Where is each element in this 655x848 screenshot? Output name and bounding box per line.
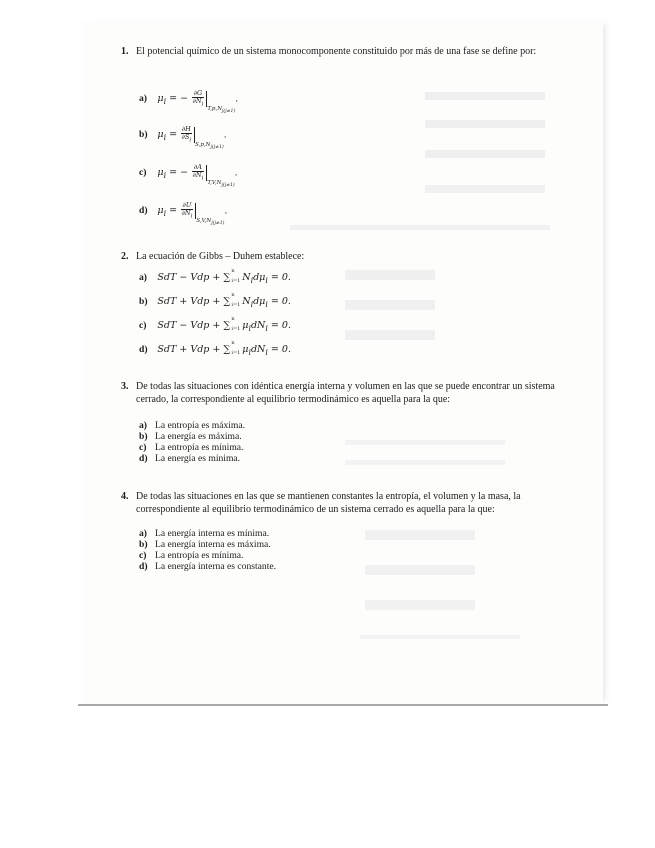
option-a[interactable]: a) La energía interna es mínima. — [139, 528, 270, 539]
sheet-bottom-edge — [78, 704, 608, 706]
option-a[interactable]: a) $\mu_i$ = − $\frac{\partial G}{\partial N_i}$ $_{T,p,N_{j(j\ne 1)}}$. — [139, 89, 239, 115]
option-b[interactable]: b) La energía interna es máxima. — [139, 539, 271, 550]
option-c[interactable]: c) La entropía es mínima. — [139, 550, 244, 561]
option-b[interactable]: b) SdT + Vdp + ∑ n i=1 $N_id\mu_i = 0$. — [139, 292, 291, 309]
question-4 — [121, 490, 559, 516]
option-b[interactable]: b) La energía es máxima. — [139, 431, 242, 442]
option-d[interactable]: d) $\mu_i$ = $\frac{\partial U}{\partial N_i}$ $_{S,V,N_{j(j\ne 1)}}$. — [139, 201, 228, 227]
question-number: 3. — [121, 381, 129, 392]
question-text: El potencial químico de un sistema monocomponente constituido por más de una fase se define por: — [136, 46, 537, 57]
option-d[interactable]: d) La energía es mínima. — [139, 453, 241, 464]
option-c[interactable]: c) $\mu_i$ = − $\frac{\partial A}{\partial N_i}$ $_{T,V,N_{j(j\ne 1)}}$. — [139, 163, 238, 189]
question-number: 2. — [121, 251, 129, 262]
question-text: De todas las situaciones con idéntica energía interna y volumen en las que se puede encontrar un sistema cerrado, la correspondiente al equilibrio termodinámico es aquella para la que: — [136, 381, 555, 405]
option-d[interactable]: d) La energía interna es constante. — [139, 561, 277, 572]
option-d[interactable]: d) SdT + Vdp + ∑ n i=1 $\mu_idN_i = 0$. — [139, 340, 291, 357]
question-text: La ecuación de Gibbs – Duhem establece: — [136, 251, 305, 262]
option-b[interactable]: b) $\mu_i$ = $\frac{\partial H}{\partial S_i}$ $_{S,p,N_{j(j\ne 1)}}$. — [139, 125, 227, 151]
question-text: De todas las situaciones en las que se mantienen constantes la entropía, el volumen y la masa, la correspondiente al equilibrio termodinámico de un sistema cerrado es aquella para la que: — [136, 491, 521, 515]
question-3 — [121, 380, 559, 406]
question-2 — [121, 250, 559, 263]
question-1 — [121, 45, 559, 58]
option-c[interactable]: c) SdT − Vdp + ∑ n i=1 $\mu_idN_i = 0$. — [139, 316, 291, 333]
option-a[interactable]: a) La entropía es máxima. — [139, 420, 246, 431]
option-a[interactable]: a) SdT − Vdp + ∑ n i=1 $N_id\mu_i = 0$. — [139, 268, 291, 285]
question-number: 1. — [121, 46, 129, 57]
option-c[interactable]: c) La entropía es mínima. — [139, 442, 244, 453]
question-number: 4. — [121, 491, 129, 502]
